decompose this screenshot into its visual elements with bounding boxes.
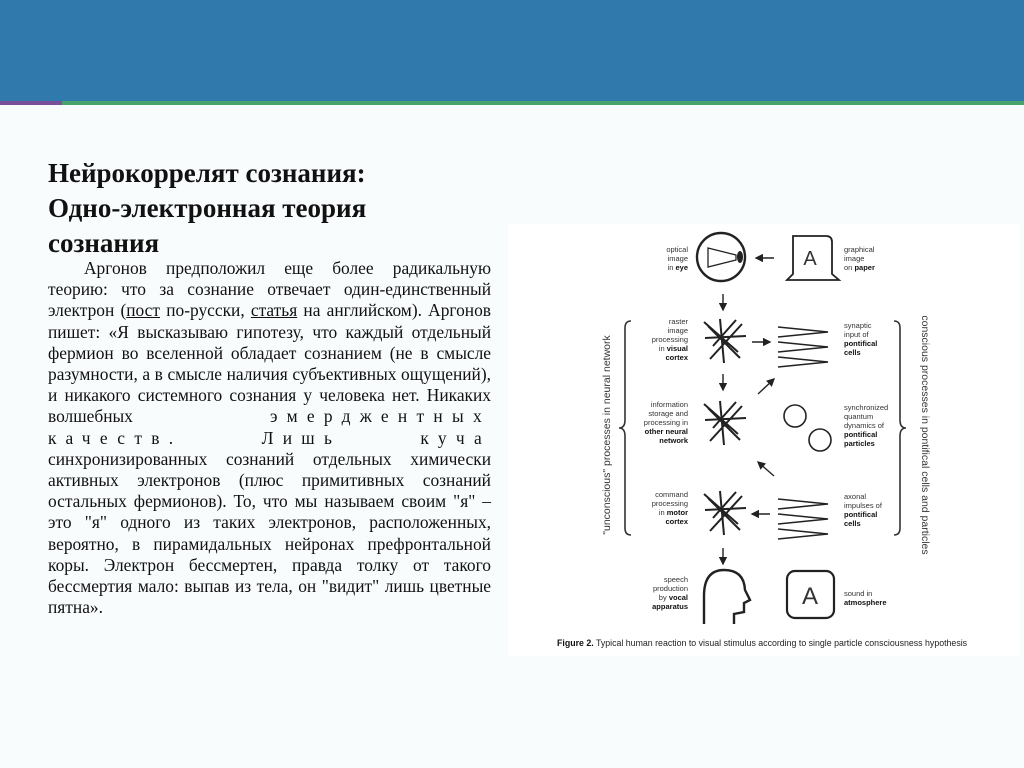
right-side-label: conscious processes in pontifical cells and particles xyxy=(919,315,931,555)
right-labels xyxy=(844,245,888,607)
svg-text:commandprocessingin motorcorte: command processing in motor cortex xyxy=(651,490,688,526)
title-line-3: сознания xyxy=(48,228,160,258)
paper-glyph: A xyxy=(803,248,817,270)
figure-svg xyxy=(508,224,1020,656)
title-line-1: Нейрокоррелят сознания: xyxy=(48,158,366,188)
svg-text:synchronizedquantumdynamics of: synchronized quantum dynamics of pontifical particles xyxy=(844,403,889,448)
sound-glyph: A xyxy=(801,583,819,610)
svg-text:sound inatmosphere: sound in atmosphere xyxy=(844,589,887,607)
title-line-2: Одно-электронная теория xyxy=(48,193,367,223)
eye-icon xyxy=(697,233,745,281)
svg-text:speechproductionby vocalappara: speech production by vocal apparatus xyxy=(652,575,688,611)
svg-text:graphicalimageon paper: graphical image on paper xyxy=(844,245,875,272)
svg-text:informationstorage andprocessi: information storage and processing in other neural network xyxy=(643,400,688,445)
head-icon xyxy=(704,570,750,624)
paper-icon xyxy=(787,236,839,280)
figure-caption: Figure 2. Typical human reaction to visual stimulus according to single particle consciousness hypothesis xyxy=(557,638,968,648)
body-paragraph xyxy=(48,258,491,618)
slide-body xyxy=(48,258,491,618)
post-link[interactable]: пост xyxy=(126,300,161,321)
svg-text:axonalimpulses ofpontificalcel: axonal impulses of pontifical cells xyxy=(844,492,882,528)
header-divider xyxy=(0,101,1024,105)
neural-network-icon xyxy=(704,319,746,535)
left-brace xyxy=(619,321,631,535)
article-link[interactable]: статья xyxy=(250,300,298,321)
slide-title xyxy=(48,156,408,261)
body-text-1: Аргонов предположил еще более радикальную теорию: что за сознание отвечает один-единственный электрон ( xyxy=(48,258,491,321)
svg-text:rasterimageprocessingin visual: raster image processing in visual cortex xyxy=(651,317,688,362)
left-labels xyxy=(644,245,689,611)
sound-icon xyxy=(787,571,834,618)
figure-diagram xyxy=(508,224,1020,656)
particle-icon xyxy=(784,405,831,451)
body-text-2: по-русски, xyxy=(160,300,251,321)
body-text-spaced: эмерджентных качеств. Лишь куча xyxy=(48,406,491,448)
left-side-label: "unconscious" processes in neural network xyxy=(601,335,613,535)
header-band xyxy=(0,0,1024,101)
pontifical-cells-icon xyxy=(778,327,828,539)
header-divider-accent xyxy=(0,101,62,105)
body-text-4: синхронизированных сознаний отдельных химически активных электронов (плюс примитивных сознаний остальных фермионов). То, что мы называем своим "я" – это "я" одного из таких электронов, расположенных, вероятно, в пирамидальных нейронах префронтальной коры. Электрон бессмертен, правда толку от такого бессмертия мало: выпав из тела, он "видит" лишь цветные пятна». xyxy=(48,448,491,618)
right-brace xyxy=(894,321,906,535)
svg-text:synapticinput ofpontificalcell: synaptic input of pontifical cells xyxy=(844,321,878,357)
body-text-3: на английском). Аргонов пишет: «Я высказываю гипотезу, что каждый отдельный фермион во вселенной обладает сознанием (не в смысле разумности, а в смысле наличия субъективных ощущений), и никакого системного сознания у человека нет. Никаких волшебных xyxy=(48,300,491,427)
svg-text:opticalimagein eye: optical image in eye xyxy=(666,245,688,272)
